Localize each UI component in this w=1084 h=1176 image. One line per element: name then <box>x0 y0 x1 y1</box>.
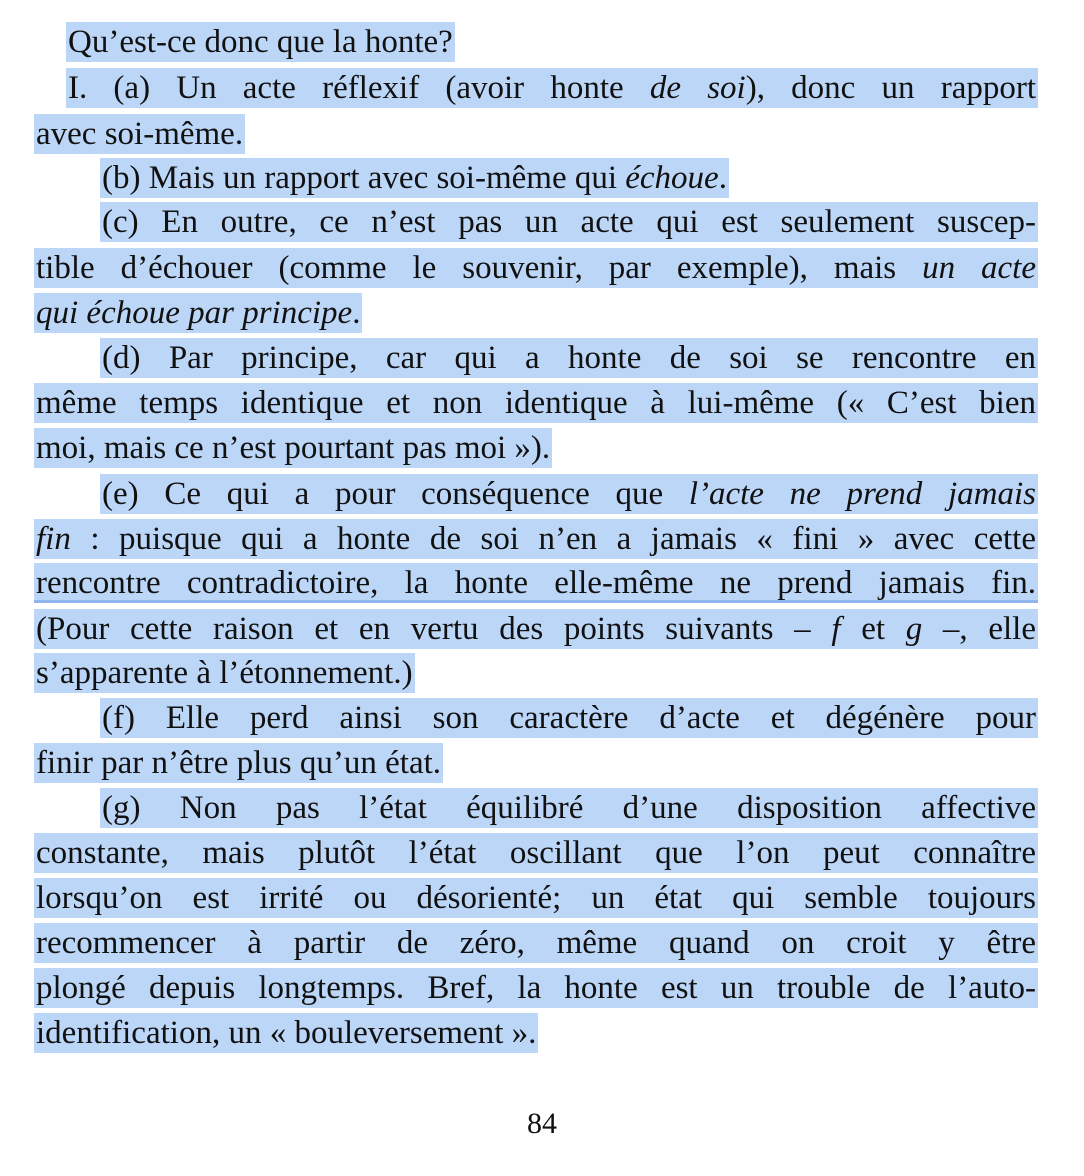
text-line <box>34 563 1038 603</box>
highlighted-text[interactable] <box>100 338 1038 378</box>
text-segment: (Pour cette raison et en vertu des points suivants – <box>36 611 832 647</box>
highlighted-text[interactable] <box>34 833 1038 873</box>
text-segment: (d) Par principe, car qui a honte de soi se rencontre en <box>102 340 1036 376</box>
highlighted-text[interactable] <box>66 68 1038 108</box>
italic-segment: un acte <box>922 250 1036 286</box>
text-line <box>34 923 1038 963</box>
text-line <box>34 968 1038 1008</box>
text-segment: (b) Mais un rapport avec soi-même qui <box>102 160 626 196</box>
highlighted-text[interactable]: Qu’est-ce donc que la honte? <box>68 24 453 60</box>
highlighted-text[interactable] <box>34 293 362 333</box>
text-segment: (g) Non pas l’état équilibré d’une disposition affective <box>102 790 1036 826</box>
text-line-item-c <box>100 202 1038 242</box>
text-line <box>34 293 362 333</box>
text-line <box>34 383 1038 423</box>
text-line <box>34 878 1038 918</box>
italic-segment: f <box>831 611 841 647</box>
text-segment: recommencer à partir de zéro, même quand on croit y être <box>36 925 1036 961</box>
text-segment: rencontre contradictoire, la honte elle-même ne prend jamais fin. <box>36 565 1036 601</box>
highlighted-text[interactable] <box>34 609 1038 649</box>
highlighted-text[interactable]: identification, un « bouleversement ». <box>36 1015 537 1051</box>
text-segment: même temps identique et non identique à lui-même (« C’est bien <box>36 385 1036 421</box>
italic-segment: échoue <box>625 160 719 196</box>
text-line-item-g <box>100 788 1038 828</box>
highlighted-text[interactable]: s’apparente à l’étonnement.) <box>36 655 413 691</box>
text-line <box>34 114 245 154</box>
highlighted-text[interactable] <box>34 383 1038 423</box>
highlighted-text[interactable] <box>34 968 1038 1008</box>
text-line-item-b <box>100 158 729 198</box>
text-line <box>34 743 443 783</box>
highlighted-text[interactable] <box>34 519 1038 559</box>
text-segment: plongé depuis longtemps. Bref, la honte est un trouble de l’auto- <box>36 970 1036 1006</box>
highlighted-text[interactable] <box>100 474 1038 514</box>
highlighted-text[interactable] <box>100 158 729 198</box>
text-line <box>34 248 1038 288</box>
highlighted-text[interactable] <box>34 563 1038 603</box>
highlighted-text[interactable]: moi, mais ce n’est pourtant pas moi »). <box>36 430 551 466</box>
italic-segment: g <box>905 611 923 647</box>
text-segment: lorsqu’on est irrité ou désorienté; un état qui semble toujours <box>36 880 1036 916</box>
text-segment: tible d’échouer (comme le souvenir, par exemple), mais <box>36 250 923 286</box>
text-line <box>34 653 415 693</box>
text-line <box>34 428 552 468</box>
text-segment: : puisque qui a honte de soi n’en a jamais « fini » avec cette <box>70 521 1036 557</box>
highlighted-text[interactable] <box>34 923 1038 963</box>
italic-segment: de soi <box>649 70 746 106</box>
highlighted-text[interactable]: avec soi-même. <box>36 116 244 152</box>
italic-segment: l’acte ne prend jamais <box>688 476 1036 512</box>
text-segment: ), donc un rapport <box>745 70 1036 106</box>
text-segment: (f) Elle perd ainsi son caractère d’acte et dégénère pour <box>102 700 1036 736</box>
text-line-item-e <box>100 474 1038 514</box>
text-segment: (e) Ce qui a pour conséquence que <box>102 476 689 512</box>
text-segment: (c) En outre, ce n’est pas un acte qui est seulement suscep- <box>102 204 1036 240</box>
italic-segment: fin <box>36 521 71 557</box>
text-segment: et <box>840 611 906 647</box>
text-segment: constante, mais plutôt l’état oscillant que l’on peut connaître <box>36 835 1036 871</box>
highlighted-text[interactable] <box>100 698 1038 738</box>
text-segment: . <box>352 295 361 331</box>
text-line-item-f <box>100 698 1038 738</box>
highlighted-text[interactable]: finir par n’être plus qu’un état. <box>36 745 442 781</box>
text-line-question <box>66 22 455 62</box>
text-line <box>34 833 1038 873</box>
highlighted-text[interactable] <box>34 878 1038 918</box>
highlighted-text[interactable] <box>100 202 1038 242</box>
text-segment: –, elle <box>922 611 1036 647</box>
text-line-item-d <box>100 338 1038 378</box>
text-line <box>34 609 1038 649</box>
highlighted-text[interactable] <box>34 248 1038 288</box>
text-line <box>34 519 1038 559</box>
text-segment: . <box>718 160 727 196</box>
text-line <box>34 1013 538 1053</box>
highlighted-text[interactable] <box>100 788 1038 828</box>
italic-segment: qui échoue par principe <box>36 295 353 331</box>
text-line-item-a <box>66 68 1038 108</box>
text-segment: I. (a) Un acte réflexif (avoir honte <box>68 70 650 106</box>
page-number: 84 <box>527 1107 557 1140</box>
